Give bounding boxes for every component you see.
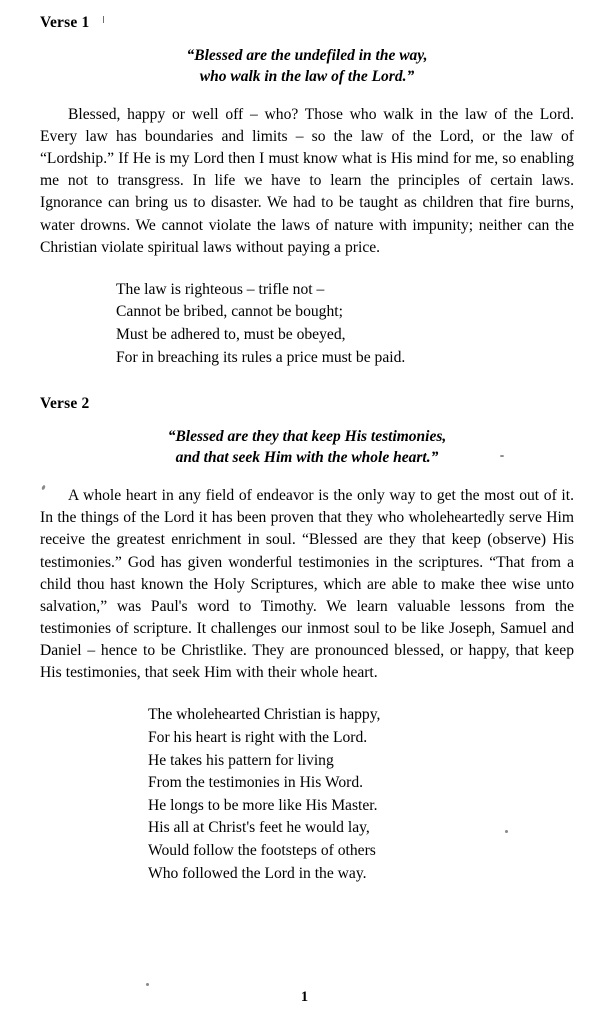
- verse-1-poem: [40, 279, 574, 369]
- verse-1-paragraph: Blessed, happy or well off – who? Those who walk in the law of the Lord. Every law has boundaries and limits – so the law of the Lord, or the law of “Lordship.” If He is my Lord then I must know what is His mind for me, so enabling me not to transgress. In life we have to learn the principles of certain laws. Ignorance can bring us to disaster. We had to be taught as children that fire burns, water drowns. We cannot violate the laws of nature with impunity; neither can the Christian violate spiritual laws without paying a price.: [40, 105, 574, 256]
- page-content: [40, 14, 574, 885]
- verse-2-poem-line-5: He longs to be more like His Master.: [148, 796, 378, 814]
- verse-2-poem-line-6: His all at Christ's feet he would lay,: [148, 819, 370, 837]
- verse-2-poem-line-7: Would follow the footsteps of others: [148, 842, 376, 860]
- scan-artifact-tick: [103, 16, 104, 23]
- verse-1-poem-line-1: The law is righteous – trifle not –: [116, 280, 325, 298]
- verse-2-paragraph: A whole heart in any field of endeavor is the only way to get the most out of it. In the things of the Lord it has been proven that they who wholeheartedly serve Him receive the greatest enrichment in soul. “Blessed are they that keep (observe) His testimonies.” God has given wonderful testimonies in the scriptures. “That from a child thou hast known the Holy Scriptures, which are able to make thee wise unto salvation,” was Paul's word to Timothy. We learn valuable lessons from the testimonies of scripture. It challenges our inmost soul to be like Joseph, Samuel and Daniel – hence to be Christlike. They are pronounced blessed, or happy, that keep His testimonies, that seek Him with their whole heart.: [40, 487, 574, 682]
- verse-1-poem-line-3: Must be adhered to, must be obeyed,: [116, 326, 346, 344]
- verse-2-poem-line-4: From the testimonies in His Word.: [148, 774, 364, 792]
- scan-artifact-speck: [146, 983, 149, 986]
- verse-1-quote-line-2: who walk in the law of the Lord.”: [199, 67, 415, 85]
- verse-1-poem-line-2: Cannot be bribed, cannot be bought;: [116, 303, 343, 321]
- verse-2-poem-line-1: The wholehearted Christian is happy,: [148, 706, 381, 724]
- verse-2-heading: Verse 2: [40, 395, 90, 413]
- verse-2-poem-line-2: For his heart is right with the Lord.: [148, 728, 368, 746]
- verse-2-quote-line-2: and that seek Him with the whole heart.”: [175, 449, 439, 467]
- verse-2-poem-line-3: He takes his pattern for living: [148, 751, 334, 769]
- scan-artifact-speck: [505, 830, 508, 833]
- section-spacer: [40, 369, 574, 395]
- verse-2-quote-line-1: “Blessed are they that keep His testimonies,: [167, 428, 447, 446]
- verse-2-poem: [40, 704, 574, 885]
- page-number: 1: [300, 989, 309, 1005]
- verse-1-quote-line-1: “Blessed are the undefiled in the way,: [186, 47, 428, 64]
- verse-1-heading: Verse 1: [40, 14, 90, 31]
- verse-2-quote: [40, 427, 574, 469]
- verse-2-poem-line-8: Who followed the Lord in the way.: [148, 864, 367, 882]
- verse-1-quote: [40, 46, 574, 88]
- scan-artifact-speck: [500, 455, 504, 457]
- verse-1-poem-line-4: For in breaching its rules a price must be paid.: [116, 348, 406, 366]
